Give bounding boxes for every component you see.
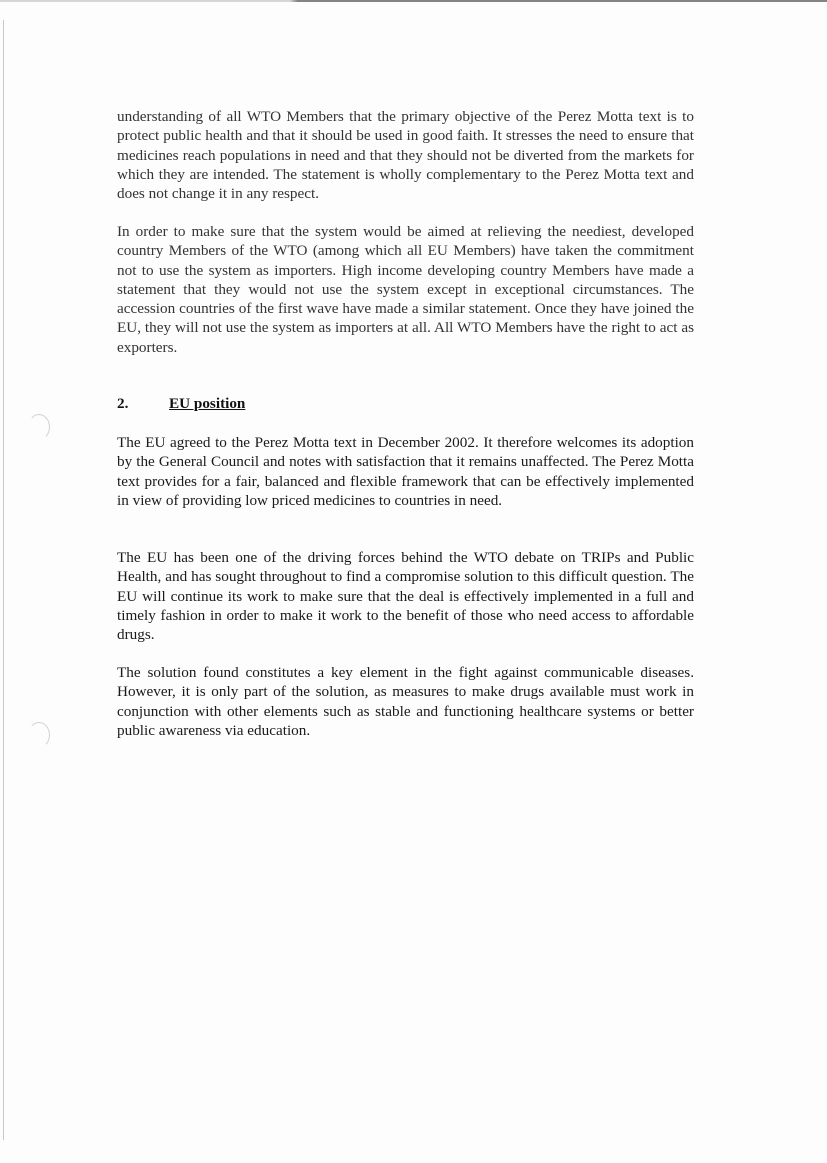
section-heading <box>117 395 245 413</box>
paragraph-driving-forces: The EU has been one of the driving forces behind the WTO debate on TRIPs and Public Health, and has sought throughout to find a compromise solution to this difficult question. The EU will continue its work to make sure that the deal is effectively implemented in a full and timely fashion in order to make it work to the benefit of those who need access to affordable drugs. <box>117 549 694 644</box>
paragraph-solution-found: The solution found constitutes a key element in the fight against communicable diseases. However, it is only part of the solution, as measures to make drugs available must work in conjunction with other elements such as stable and functioning healthcare systems or better public awareness via education. <box>117 664 694 739</box>
section-number: 2. <box>117 395 129 412</box>
scan-left-edge <box>3 20 4 1140</box>
paragraph-importers-commitment: In order to make sure that the system would be aimed at relieving the neediest, developed country Members of the WTO (among which all EU Members) have taken the commitment not to use the system as importers. High income developing country Members have made a statement that they would not use the system except in exceptional circumstances. The accession countries of the first wave have made a similar statement. Once they have joined the EU, they will not use the system as importers at all. All WTO Members have the right to act as exporters. <box>117 223 694 356</box>
paragraph-wto-statement: understanding of all WTO Members that the primary objective of the Perez Motta text is to protect public health and that it should be used in good faith. It stresses the need to ensure that medicines reach populations in need and that they should not be diverted from the markets for which they are intended. The statement is wholly complementary to the Perez Motta text and does not change it in any respect. <box>117 108 694 203</box>
punch-hole-mark <box>28 722 50 748</box>
section-title: EU position <box>169 395 246 412</box>
scan-top-border <box>0 0 827 2</box>
paragraph-eu-agreed: The EU agreed to the Perez Motta text in December 2002. It therefore welcomes its adoption by the General Council and notes with satisfaction that it remains unaffected. The Perez Motta text provides for a fair, balanced and flexible framework that can be effectively implemented in view of providing low priced medicines to countries in need. <box>117 434 694 509</box>
punch-hole-mark <box>28 414 50 440</box>
